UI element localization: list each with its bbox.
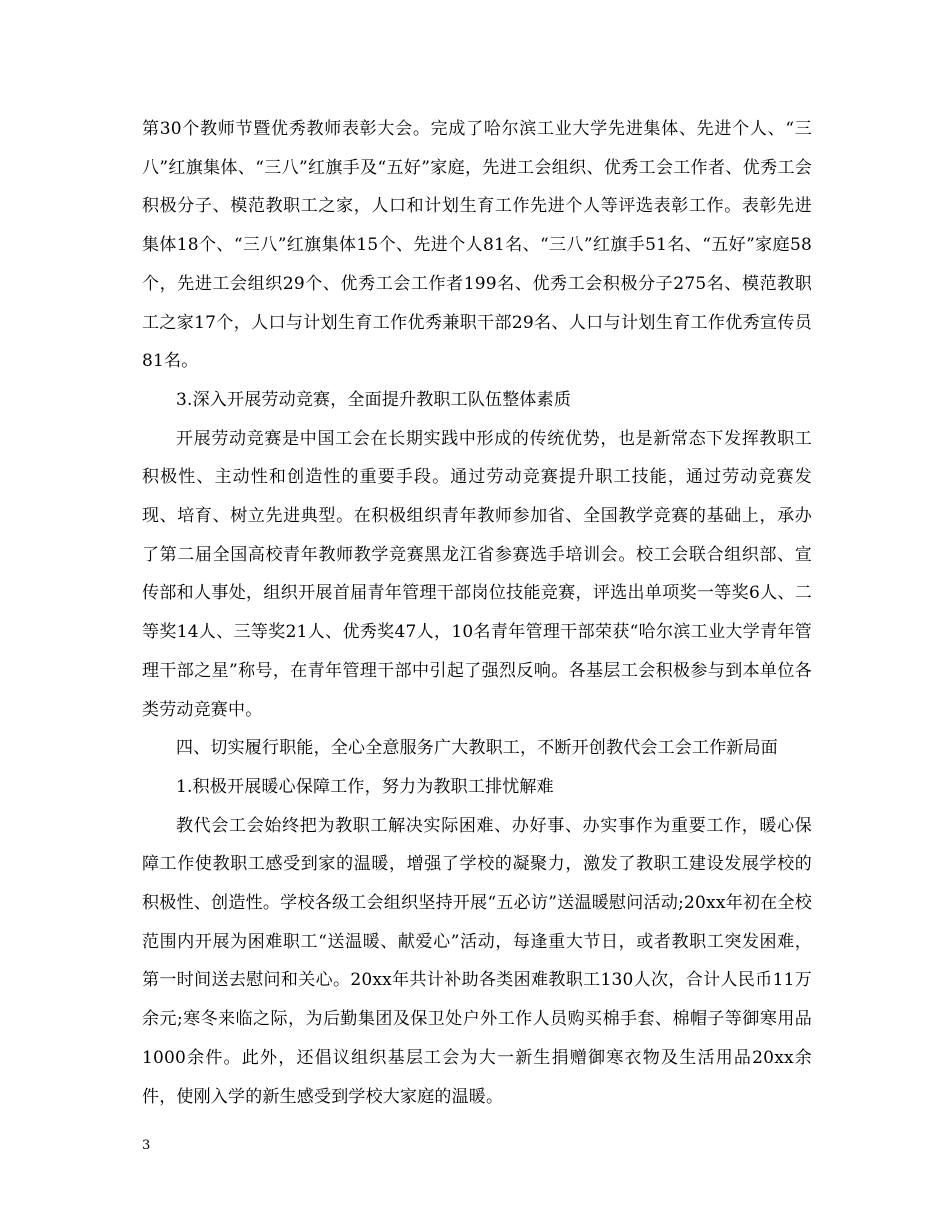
paragraph-warm-support: 教代会工会始终把为教职工解决实际困难、办好事、办实事作为重要工作，暖心保障工作使教职工感受到家的温暖，增强了学校的凝聚力，激发了教职工建设发展学校的积极性、创造性。学校各级工会组织坚持开展“五必访”送温暖慰问活动;20xx年初在全校范围内开展为困难职工“送温暖、献爱心”活动，每逢重大节日，或者教职工突发困难，第一时间送去慰问和关心。20xx年共计补助各类困难教职工130人次，合计人民币11万余元;寒冬来临之际，为后勤集团及保卫处户外工作人员购买棉手套、棉帽子等御寒用品1000余件。此外，还倡议组织基层工会为大一新生捐赠御寒衣物及生活用品20xx余件，使刚入学的新生感受到学校大家庭的温暖。 (142, 815, 812, 1107)
paragraph-labor-competition: 开展劳动竞赛是中国工会在长期实践中形成的传统优势，也是新常态下发挥教职工积极性、主动性和创造性的重要手段。通过劳动竞赛提升职工技能，通过劳动竞赛发现、培育、树立先进典型。在积极组织青年教师参加省、全国教学竞赛的基础上，承办了第二届全国高校青年教师教学竞赛黑龙江省参赛选手培训会。校工会联合组织部、宣传部和人事处，组织开展首届青年管理干部岗位技能竞赛，评选出单项奖一等奖6人、二等奖14人、三等奖21人、优秀奖47人，10名青年管理干部荣获“哈尔滨工业大学青年管理干部之星”称号，在青年管理干部中引起了强烈反响。各基层工会积极参与到本单位各类劳动竞赛中。 (142, 428, 812, 720)
document-body (142, 110, 812, 1116)
page-number: 3 (142, 1138, 151, 1153)
paragraph-awards: 第30个教师节暨优秀教师表彰大会。完成了哈尔滨工业大学先进集体、先进个人、“三八”红旗集体、“三八”红旗手及“五好”家庭，先进工会组织、优秀工会工作者、优秀工会积极分子、模范教职工之家，人口和计划生育工作先进个人等评选表彰工作。表彰先进集体18个、“三八”红旗集体15个、先进个人81名、“三八”红旗手51名、“五好”家庭58个，先进工会组织29个、优秀工会工作者199名、优秀工会积极分子275名、模范教职工之家17个，人口与计划生育工作优秀兼职干部29名、人口与计划生育工作优秀宣传员81名。 (142, 119, 812, 372)
heading-warm-support: 1.积极开展暖心保障工作，努力为教职工排忧解难 (176, 776, 554, 797)
heading-section-four: 四、切实履行职能，全心全意服务广大教职工，不断开创教代会工会工作新局面 (176, 738, 778, 759)
heading-labor-competition: 3.深入开展劳动竞赛，全面提升教职工队伍整体素质 (176, 389, 572, 410)
